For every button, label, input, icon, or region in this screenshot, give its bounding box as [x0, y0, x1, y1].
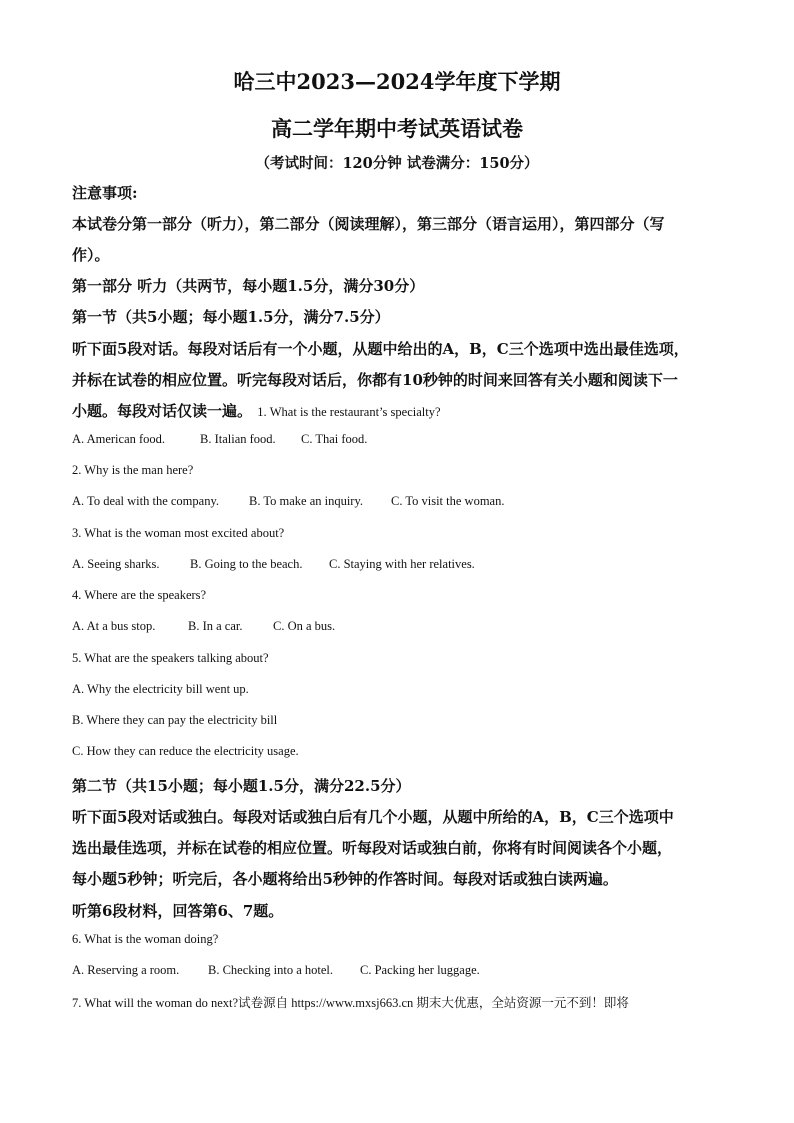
- notes-heading: 注意事项:: [72, 184, 138, 202]
- q3-option-b: B. Going to the beach.: [190, 557, 303, 571]
- q3-option-c: C. Staying with her relatives.: [329, 557, 475, 571]
- question-2: 2. Why is the man here?: [72, 463, 194, 477]
- q6-option-c: C. Packing her luggage.: [360, 963, 480, 977]
- question-7: 7. What will the woman do next?: [72, 996, 239, 1010]
- section2-heading: 第二节（共15小题；每小题1.5分，满分22.5分）: [72, 777, 411, 795]
- q4-option-c: C. On a bus.: [273, 619, 336, 633]
- q1-option-a: A. American food.: [72, 432, 166, 446]
- material-6-heading: 听第6段材料，回答第6、7题。: [72, 902, 284, 920]
- question-7-row: [72, 993, 629, 1011]
- question-6-options: [72, 963, 480, 978]
- q2-option-a: A. To deal with the company.: [72, 494, 220, 508]
- title-line-1: 哈三中2023—2024学年度下学期: [233, 69, 561, 94]
- part1-heading: 第一部分 听力（共两节，每小题1.5分，满分30分）: [72, 277, 425, 295]
- section1-instruction-1: 听下面5段对话。每段对话后有一个小题，从题中给出的A，B，C三个选项中选出最佳选项，: [72, 340, 689, 358]
- section2-instruction-1: 听下面5段对话或独白。每段对话或独白后有几个小题，从题中所给的A，B，C三个选项中: [72, 808, 674, 826]
- q2-option-c: C. To visit the woman.: [391, 494, 505, 508]
- title-line-2: 高二学年期中考试英语试卷: [271, 116, 523, 141]
- q4-option-a: A. At a bus stop.: [72, 619, 156, 633]
- q3-option-a: A. Seeing sharks.: [72, 557, 160, 571]
- q5-option-b: B. Where they can pay the electricity bill: [72, 713, 278, 727]
- notes-line-1: 本试卷分第一部分（听力），第二部分（阅读理解），第三部分（语言运用），第四部分（写: [72, 215, 665, 233]
- question-1-options: [72, 432, 367, 447]
- section1-heading: 第一节（共5小题；每小题1.5分，满分7.5分）: [72, 308, 390, 326]
- question-6: 6. What is the woman doing?: [72, 932, 219, 946]
- question-2-options: [72, 494, 504, 509]
- section2-instruction-2: 选出最佳选项，并标在试卷的相应位置。听每段对话或独白前，你将有时间阅读各个小题，: [72, 839, 673, 857]
- question-3: 3. What is the woman most excited about?: [72, 526, 285, 540]
- section2-instruction-3: 每小题5秒钟；听完后，各小题将给出5秒钟的作答时间。每段对话或独白读两遍。: [72, 870, 618, 888]
- q6-option-a: A. Reserving a room.: [72, 963, 180, 977]
- section1-instruction-3: 小题。每段对话仅读一遍。: [72, 402, 253, 420]
- question-4-options: [72, 619, 335, 634]
- q2-option-b: B. To make an inquiry.: [249, 494, 364, 508]
- question-1: 1. What is the restaurant’s specialty?: [257, 405, 441, 419]
- section1-instruction-2: 并标在试卷的相应位置。听完每段对话后，你都有10秒钟的时间来回答有关小题和阅读下一: [72, 371, 678, 389]
- q4-option-b: B. In a car.: [188, 619, 243, 633]
- exam-info: （考试时间：120分钟 试卷满分：150分）: [255, 155, 539, 172]
- q1-option-b: B. Italian food.: [200, 432, 276, 446]
- question-4: 4. Where are the speakers?: [72, 588, 207, 602]
- q1-option-c: C. Thai food.: [301, 432, 368, 446]
- q5-option-a: A. Why the electricity bill went up.: [72, 682, 249, 696]
- notes-line-2: 作）。: [72, 246, 110, 264]
- q5-option-c: C. How they can reduce the electricity usage.: [72, 744, 299, 758]
- question-3-options: [72, 557, 475, 572]
- section1-instruction-3-row: [72, 400, 441, 421]
- source-watermark-text: 试卷源自 https://www.mxsj663.cn 期末大优惠，全站资源一元不到！即将: [238, 996, 629, 1010]
- question-5: 5. What are the speakers talking about?: [72, 651, 269, 665]
- q6-option-b: B. Checking into a hotel.: [208, 963, 333, 977]
